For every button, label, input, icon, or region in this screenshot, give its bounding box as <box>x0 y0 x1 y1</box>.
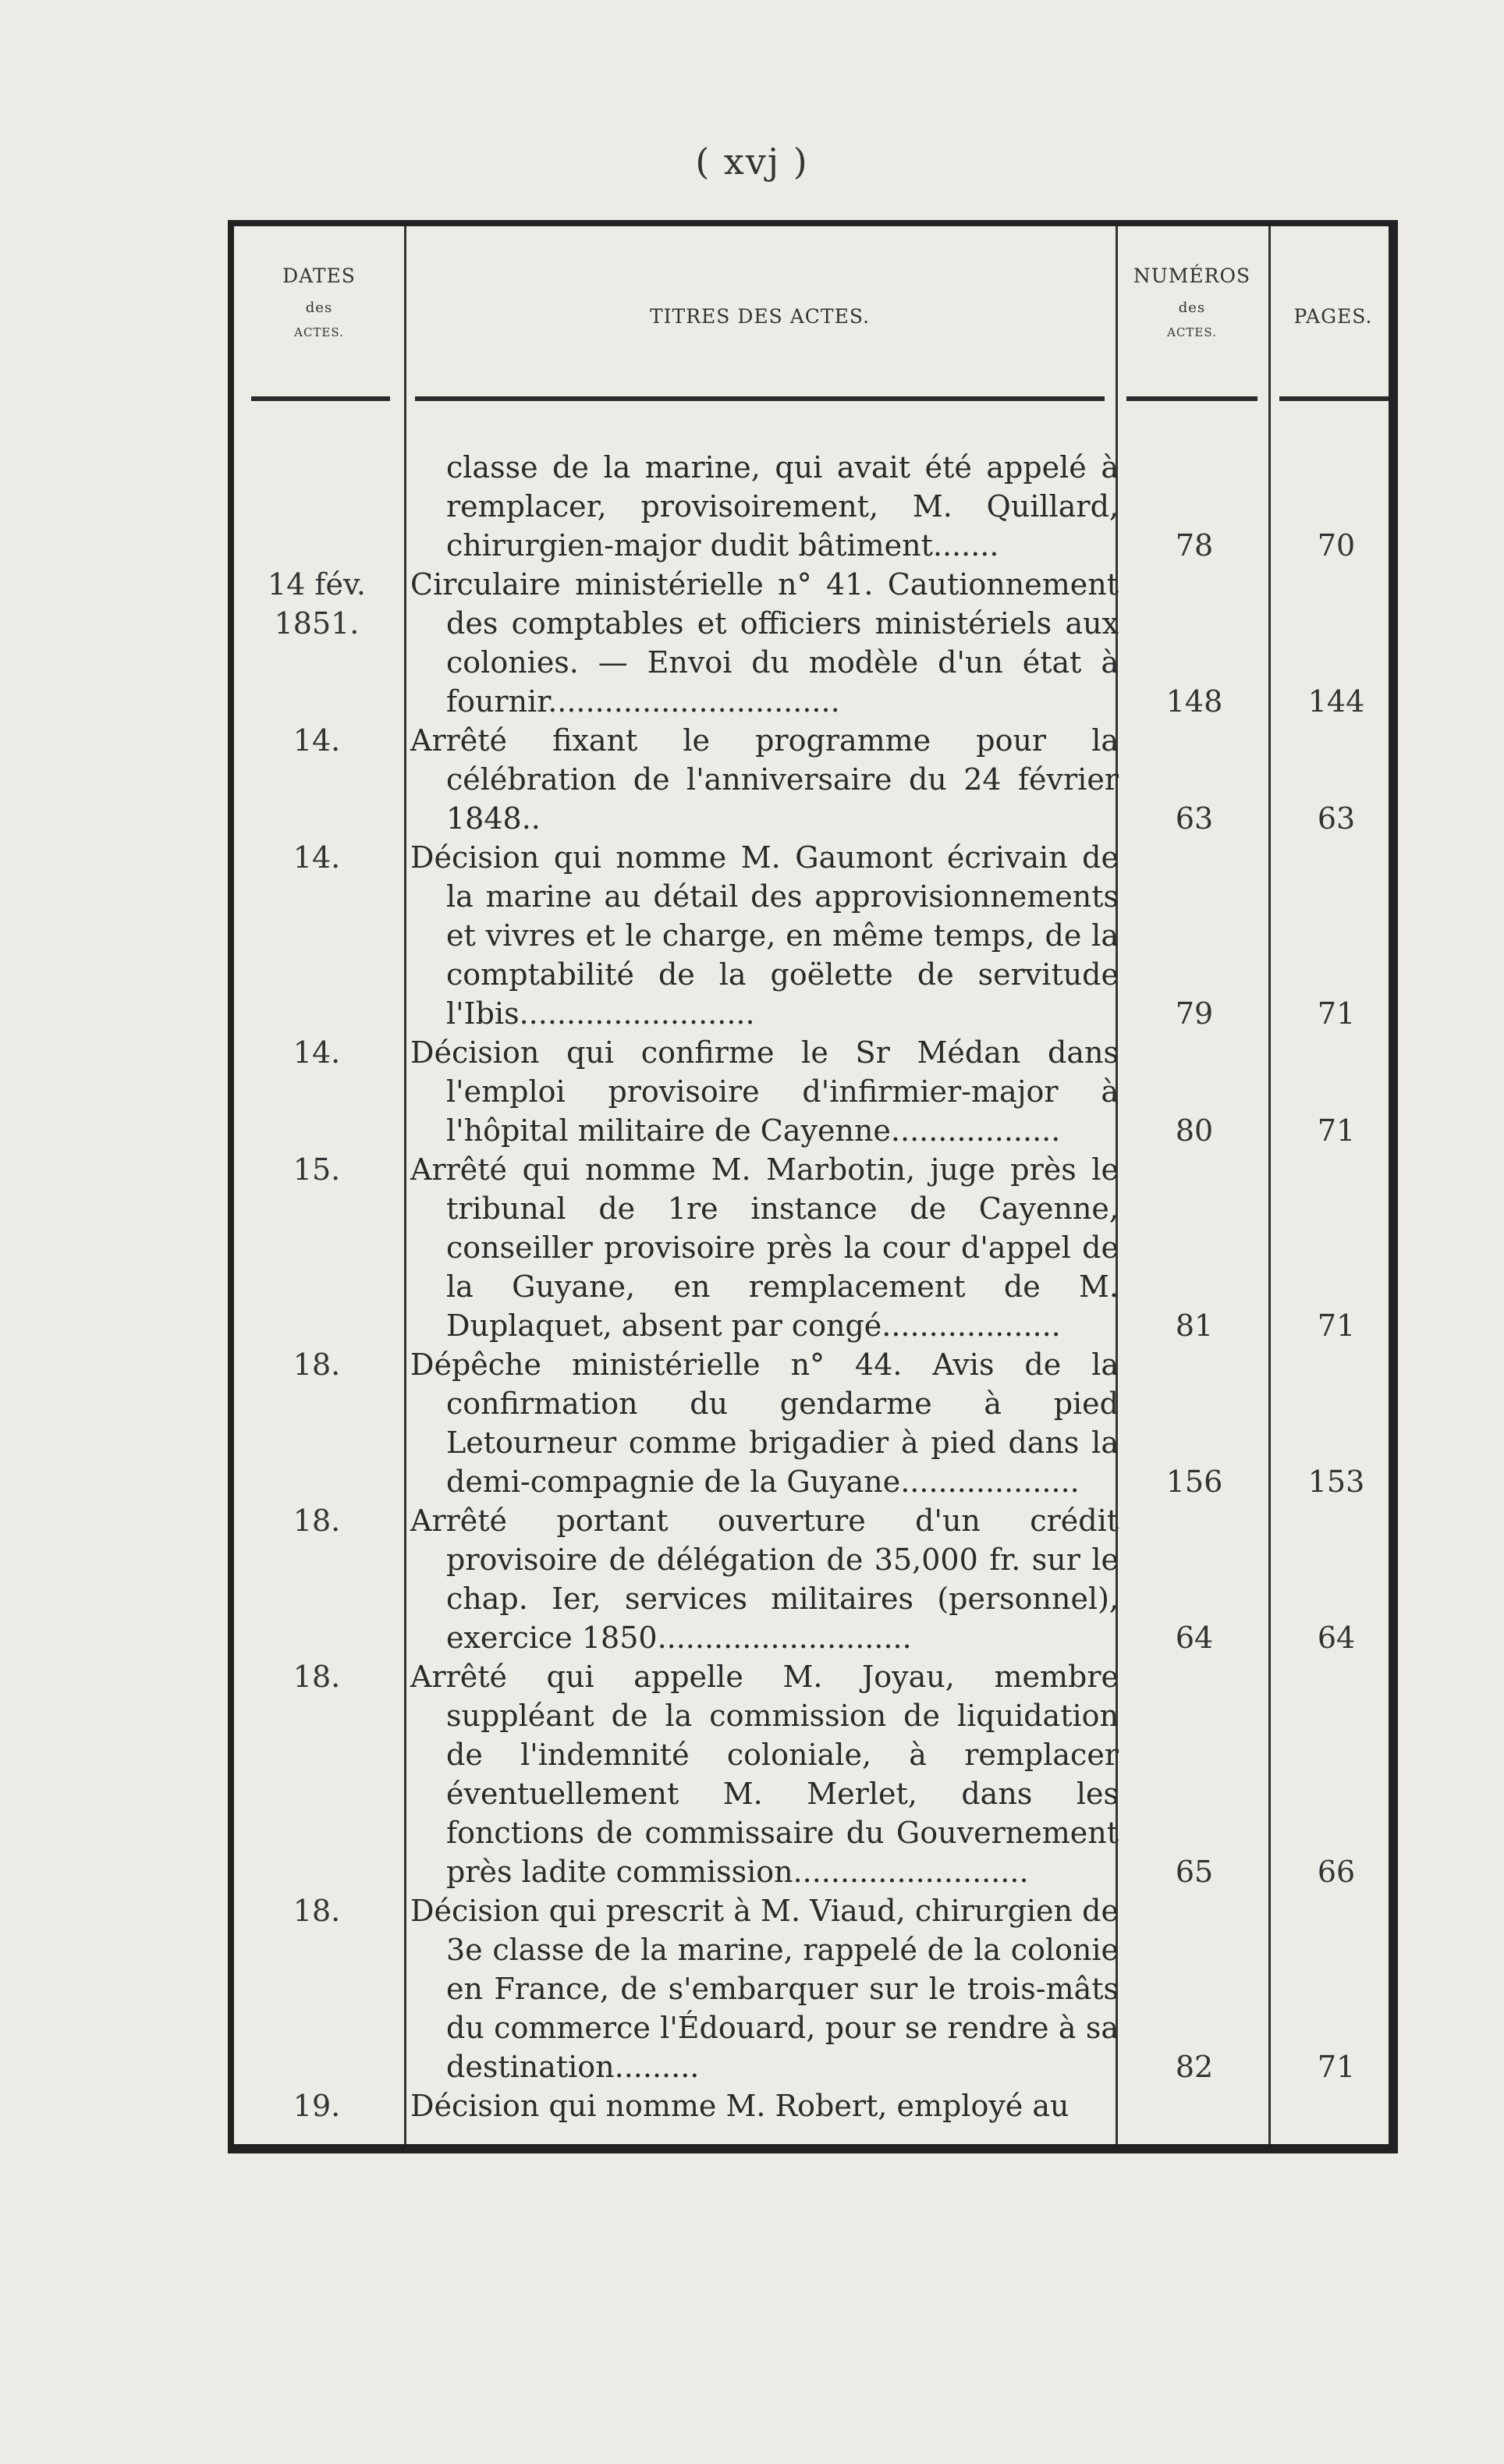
row-page: 64 <box>1317 1621 1356 1655</box>
row-title: Arrêté portant ouverture d'un crédit provisoire de délégation de 35,000 fr. sur le chap. Ier, services militaires (personnel), exercice 1850........................... <box>410 1504 1119 1655</box>
row-page: 70 <box>1317 528 1356 563</box>
table-row <box>234 1501 1389 1657</box>
table-row <box>234 1150 1389 1345</box>
row-act-number: 65 <box>1175 1855 1214 1889</box>
row-title: Décision qui prescrit à M. Viaud, chirurgien de 3e classe de la marine, rappelé de la colonie en France, de s'embarquer sur le trois-mâts du commerce l'Édouard, pour se rendre à sa destination......... <box>410 1894 1119 2084</box>
header-numbers: NUMÉROS des ACTES. <box>1133 265 1251 339</box>
table-row <box>234 1345 1389 1501</box>
page-number: ( xvj ) <box>695 140 809 183</box>
header-titles: TITRES DES ACTES. <box>649 305 871 328</box>
acts-table <box>228 220 1398 2153</box>
row-act-number: 81 <box>1175 1308 1214 1343</box>
row-date: 18. <box>293 1347 341 1382</box>
row-date: 14 fév. 1851. <box>267 567 367 641</box>
row-date: 14. <box>293 723 341 758</box>
row-title: Circulaire ministérielle n° 41. Cautionnement des comptables et officiers ministériels aux colonies. — Envoi du modèle d'un état à fournir............................... <box>410 567 1119 719</box>
row-title: Décision qui nomme M. Gaumont écrivain de la marine au détail des approvisionnements et vivres et le charge, en même temps, de la comptabilité de la goëlette de servitude l'Ibis......................... <box>410 840 1119 1031</box>
row-act-number: 79 <box>1175 996 1214 1031</box>
table-row <box>234 721 1389 838</box>
row-act-number: 156 <box>1165 1465 1223 1499</box>
row-page: 71 <box>1317 2050 1356 2084</box>
row-title: Arrêté qui appelle M. Joyau, membre suppléant de la commission de liquidation de l'indemnité coloniale, à remplacer éventuellement M. Merlet, dans les fonctions de commissaire du Gouvernement près ladite commission......................... <box>410 1660 1119 1889</box>
row-title: Décision qui confirme le Sr Médan dans l'emploi provisoire d'infirmier-major à l'hôpital militaire de Cayenne.................. <box>410 1035 1119 1148</box>
table-row <box>234 1891 1389 2086</box>
row-date: 15. <box>293 1152 341 1187</box>
row-act-number: 64 <box>1175 1621 1214 1655</box>
row-title: Dépêche ministérielle n° 44. Avis de la confirmation du gendarme à pied Letourneur comme brigadier à pied dans la demi-compagnie de la Guyane................... <box>410 1347 1119 1499</box>
header-rule <box>251 396 390 401</box>
row-date: 18. <box>293 1894 341 1928</box>
table-row <box>234 2086 1389 2125</box>
row-page: 71 <box>1317 1113 1356 1148</box>
row-date: 14. <box>293 1035 341 1070</box>
table-row <box>234 1657 1389 1891</box>
header-dates: DATES des ACTES. <box>282 265 356 339</box>
row-title: Arrêté fixant le programme pour la célébration de l'anniversaire du 24 février 1848.. <box>410 723 1119 836</box>
header-rule <box>415 396 1105 401</box>
row-act-number: 63 <box>1175 801 1214 836</box>
row-page: 144 <box>1307 684 1365 719</box>
row-act-number: 80 <box>1175 1113 1214 1148</box>
table-row <box>234 565 1389 721</box>
row-date: 19. <box>293 2089 341 2123</box>
row-date: 14. <box>293 840 341 875</box>
row-act-number: 148 <box>1165 684 1223 719</box>
table-body <box>234 448 1389 2125</box>
row-date: 18. <box>293 1504 341 1538</box>
row-page: 71 <box>1317 996 1356 1031</box>
table-row <box>234 1033 1389 1150</box>
row-title: Arrêté qui nomme M. Marbotin, juge près le tribunal de 1re instance de Cayenne, conseiller provisoire près la cour d'appel de la Guyane, en remplacement de M. Duplaquet, absent par congé................... <box>410 1152 1119 1343</box>
row-page: 71 <box>1317 1308 1356 1343</box>
row-title: classe de la marine, qui avait été appelé à remplacer, provisoirement, M. Quillard, chirurgien-major dudit bâtiment....... <box>446 450 1119 563</box>
row-act-number: 82 <box>1175 2050 1214 2084</box>
header-pages: PAGES. <box>1293 305 1373 328</box>
row-act-number: 78 <box>1175 528 1214 563</box>
row-page: 63 <box>1317 801 1356 836</box>
header-rule <box>1126 396 1257 401</box>
header-rule <box>1279 396 1389 401</box>
row-title: Décision qui nomme M. Robert, employé au <box>410 2089 1069 2123</box>
row-page: 153 <box>1307 1465 1365 1499</box>
table-row <box>234 838 1389 1033</box>
table-row <box>234 448 1389 565</box>
row-date: 18. <box>293 1660 341 1694</box>
row-page: 66 <box>1317 1855 1356 1889</box>
